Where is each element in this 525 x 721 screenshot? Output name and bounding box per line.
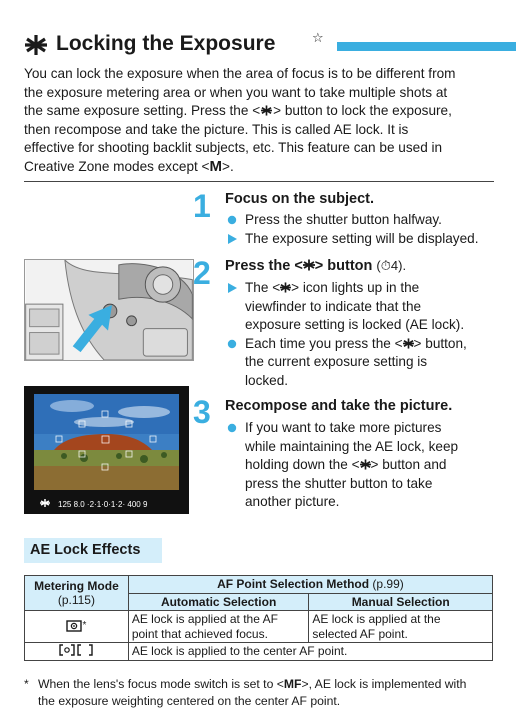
- step-number: 3: [193, 394, 211, 430]
- ae-lock-effects-table: [24, 575, 493, 661]
- table-header-cell: [25, 576, 129, 611]
- table-row: [25, 576, 493, 594]
- ae-lock-effects-heading: [24, 538, 162, 563]
- intro-line: effective for shooting backlit subjects, etc. This feature can be used in: [24, 140, 443, 156]
- step-text: viewfinder to indicate that the: [245, 298, 422, 314]
- title-accent-bar: [337, 42, 516, 51]
- footnote-mark: *: [82, 619, 87, 631]
- ae-lock-asterisk-icon: [360, 459, 371, 470]
- intro-line: then recompose and take the picture. This is called AE lock. It is: [24, 121, 409, 137]
- step-text-part: holding down the <: [245, 457, 360, 472]
- table-cell: AE lock is applied to the center AF point.: [128, 643, 492, 661]
- viewfinder-readout: 125 8.0 ·2·1·0·1·2· 400 9: [58, 500, 148, 509]
- table-cell: [309, 611, 493, 643]
- ae-lock-asterisk-icon: [280, 282, 291, 293]
- step-number: 2: [193, 255, 211, 291]
- section-divider: [24, 181, 494, 182]
- bullet-circle-icon: [227, 423, 237, 433]
- footnote-text: [38, 676, 466, 693]
- step-title: [225, 258, 406, 274]
- mf-switch-label: MF: [283, 677, 302, 691]
- step-number: 1: [193, 188, 211, 224]
- step-text: another picture.: [245, 494, 340, 509]
- step-title-text: Press the <: [225, 258, 303, 274]
- step-text: If you want to take more pictures: [245, 420, 442, 435]
- footnote-mark: *: [24, 677, 29, 691]
- page-reference: (p.99): [372, 577, 404, 591]
- step-text-part: > button and: [370, 457, 447, 472]
- cell-text: selected AF point.: [312, 626, 408, 641]
- intro-line: the exposure metering area or when you want to take multiple shots at: [24, 84, 448, 100]
- bullet-circle-icon: [227, 215, 237, 225]
- intro-line: [24, 102, 494, 121]
- table-header-cell: Manual Selection: [309, 593, 493, 611]
- step-text: exposure setting is locked (AE lock).: [245, 317, 465, 332]
- ae-lock-asterisk-icon: [261, 105, 272, 116]
- step-text-part: Each time you press the <: [245, 335, 403, 351]
- ae-lock-asterisk-icon: [24, 33, 48, 57]
- table-header-cell: [128, 576, 492, 594]
- step-text-part: > icon lights up in the: [291, 280, 420, 295]
- step-text-part: > button,: [413, 335, 467, 351]
- table-row: [25, 611, 493, 643]
- header-text: Metering Mode: [34, 578, 119, 593]
- viewfinder-image: [24, 386, 189, 514]
- step-text: while maintaining the AE lock, keep: [245, 438, 459, 454]
- intro-text: >.: [222, 158, 234, 174]
- cell-text: AE lock is applied at the: [312, 612, 441, 626]
- footnote-text: the exposure weighting centered on the center AF point.: [38, 694, 341, 708]
- footnote-part: When the lens's focus mode switch is set to <: [38, 677, 284, 691]
- footnote-part: >, AE lock is implemented with: [301, 677, 467, 691]
- intro-paragraph: [24, 65, 494, 177]
- ae-lock-asterisk-icon: [403, 338, 414, 349]
- page-reference: (p.115): [57, 593, 95, 607]
- step-title-text: > button: [314, 258, 373, 274]
- step-text: press the shutter button to take: [245, 475, 433, 491]
- section-title: AE Lock Effects: [30, 542, 141, 558]
- creative-zone-star: ☆: [312, 30, 324, 45]
- camera-ae-lock-button-image: [24, 259, 194, 361]
- partial-spot-metering-icon: [59, 644, 93, 656]
- triangle-arrow-icon: [227, 283, 237, 293]
- step-text: [245, 335, 467, 354]
- cell-text: AE lock is applied at the AF: [131, 612, 278, 626]
- table-header-cell: Automatic Selection: [128, 593, 309, 611]
- step-text: [245, 456, 446, 475]
- evaluative-metering-icon: [66, 620, 82, 632]
- step-title: Recompose and take the picture.: [225, 398, 453, 414]
- triangle-arrow-icon: [227, 234, 237, 244]
- intro-text: the same exposure setting. Press the <: [24, 103, 261, 119]
- step-text: The exposure setting will be displayed.: [245, 231, 479, 246]
- step-text: [245, 279, 419, 298]
- table-cell: [128, 611, 309, 643]
- step-text-part: The <: [245, 280, 281, 295]
- step-text: locked.: [245, 372, 289, 388]
- cell-text: point that achieved focus.: [131, 626, 268, 641]
- table-row: [25, 643, 493, 661]
- step-title: Focus on the subject.: [225, 191, 375, 207]
- page-reference: (⏱4).: [376, 258, 407, 273]
- page-heading: [24, 30, 494, 60]
- bullet-circle-icon: [227, 339, 237, 349]
- table-cell: [25, 611, 129, 643]
- intro-text: Creative Zone modes except <: [24, 158, 210, 174]
- manual-mode-symbol: M: [209, 157, 223, 175]
- intro-line: [24, 158, 494, 177]
- step-text: Press the shutter button halfway.: [245, 212, 442, 227]
- intro-line: You can lock the exposure when the area of focus is to be different from: [24, 66, 456, 81]
- intro-text: > button to lock the exposure,: [273, 103, 452, 119]
- step-text: the current exposure setting is: [245, 354, 428, 369]
- header-text: AF Point Selection Method: [217, 577, 370, 591]
- page-title: Locking the Exposure: [56, 32, 276, 55]
- table-cell: [25, 643, 129, 661]
- ae-lock-asterisk-icon: [303, 259, 315, 271]
